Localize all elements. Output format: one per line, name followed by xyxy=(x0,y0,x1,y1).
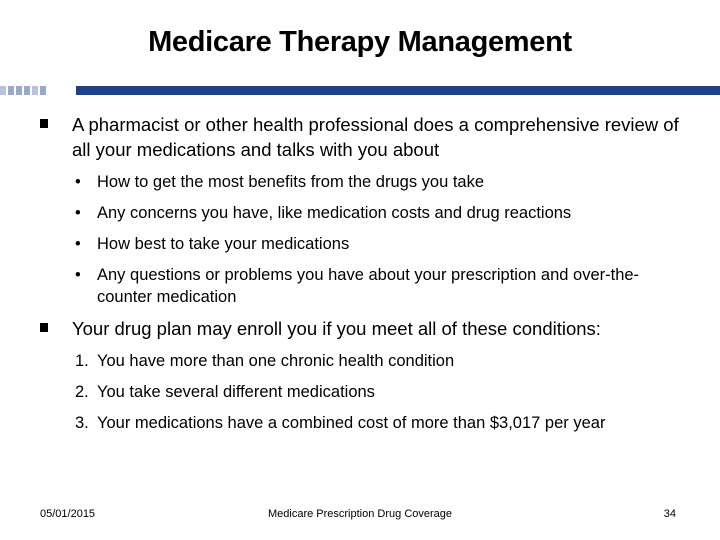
bullet-item xyxy=(40,112,680,162)
sub-bullet-text: Any questions or problems you have about your prescription and over-the-counter medication xyxy=(97,266,640,306)
sub-bullet-text: Any concerns you have, like medication costs and drug reactions xyxy=(97,204,572,222)
divider-line xyxy=(76,86,720,95)
bullet-text: A pharmacist or other health professional does a comprehensive review of all your medications and talks with you about xyxy=(72,114,679,160)
sub-bullet-item xyxy=(40,171,680,193)
sub-bullet-item xyxy=(40,264,680,308)
numbered-text: You have more than one chronic health condition xyxy=(97,352,455,370)
numbered-text: You take several different medications xyxy=(97,383,375,401)
numbered-item xyxy=(40,350,680,372)
bullet-text: Your drug plan may enroll you if you meet all of these conditions: xyxy=(72,318,601,339)
numbered-text: Your medications have a combined cost of more than $3,017 per year xyxy=(97,414,606,432)
numbered-item xyxy=(40,381,680,403)
page-number: 34 xyxy=(663,508,676,520)
title-divider xyxy=(0,86,720,95)
bullet-item xyxy=(40,316,680,341)
divider-square xyxy=(40,86,46,95)
dot-bullet-icon: • xyxy=(75,204,81,222)
numbered-item xyxy=(40,412,680,434)
page-title: Medicare Therapy Management xyxy=(148,26,572,58)
number-marker: 2. xyxy=(75,383,89,401)
divider-square xyxy=(0,86,6,95)
divider-square xyxy=(32,86,38,95)
sub-bullet-item xyxy=(40,233,680,255)
footer-date: 05/01/2015 xyxy=(40,508,96,520)
square-bullet-icon xyxy=(40,323,48,332)
footer-title: Medicare Prescription Drug Coverage xyxy=(267,508,453,520)
divider-square xyxy=(16,86,22,95)
slide-body xyxy=(40,112,680,434)
sub-bullet-text: How to get the most benefits from the drugs you take xyxy=(97,173,485,191)
number-marker: 3. xyxy=(75,414,89,432)
sub-bullet-text: How best to take your medications xyxy=(97,235,350,253)
sub-bullet-item xyxy=(40,202,680,224)
square-bullet-icon xyxy=(40,119,48,128)
divider-square xyxy=(8,86,14,95)
dot-bullet-icon: • xyxy=(75,173,81,191)
dot-bullet-icon: • xyxy=(75,235,81,253)
number-marker: 1. xyxy=(75,352,89,370)
divider-square xyxy=(24,86,30,95)
dot-bullet-icon: • xyxy=(75,266,81,284)
divider-squares xyxy=(0,86,46,95)
